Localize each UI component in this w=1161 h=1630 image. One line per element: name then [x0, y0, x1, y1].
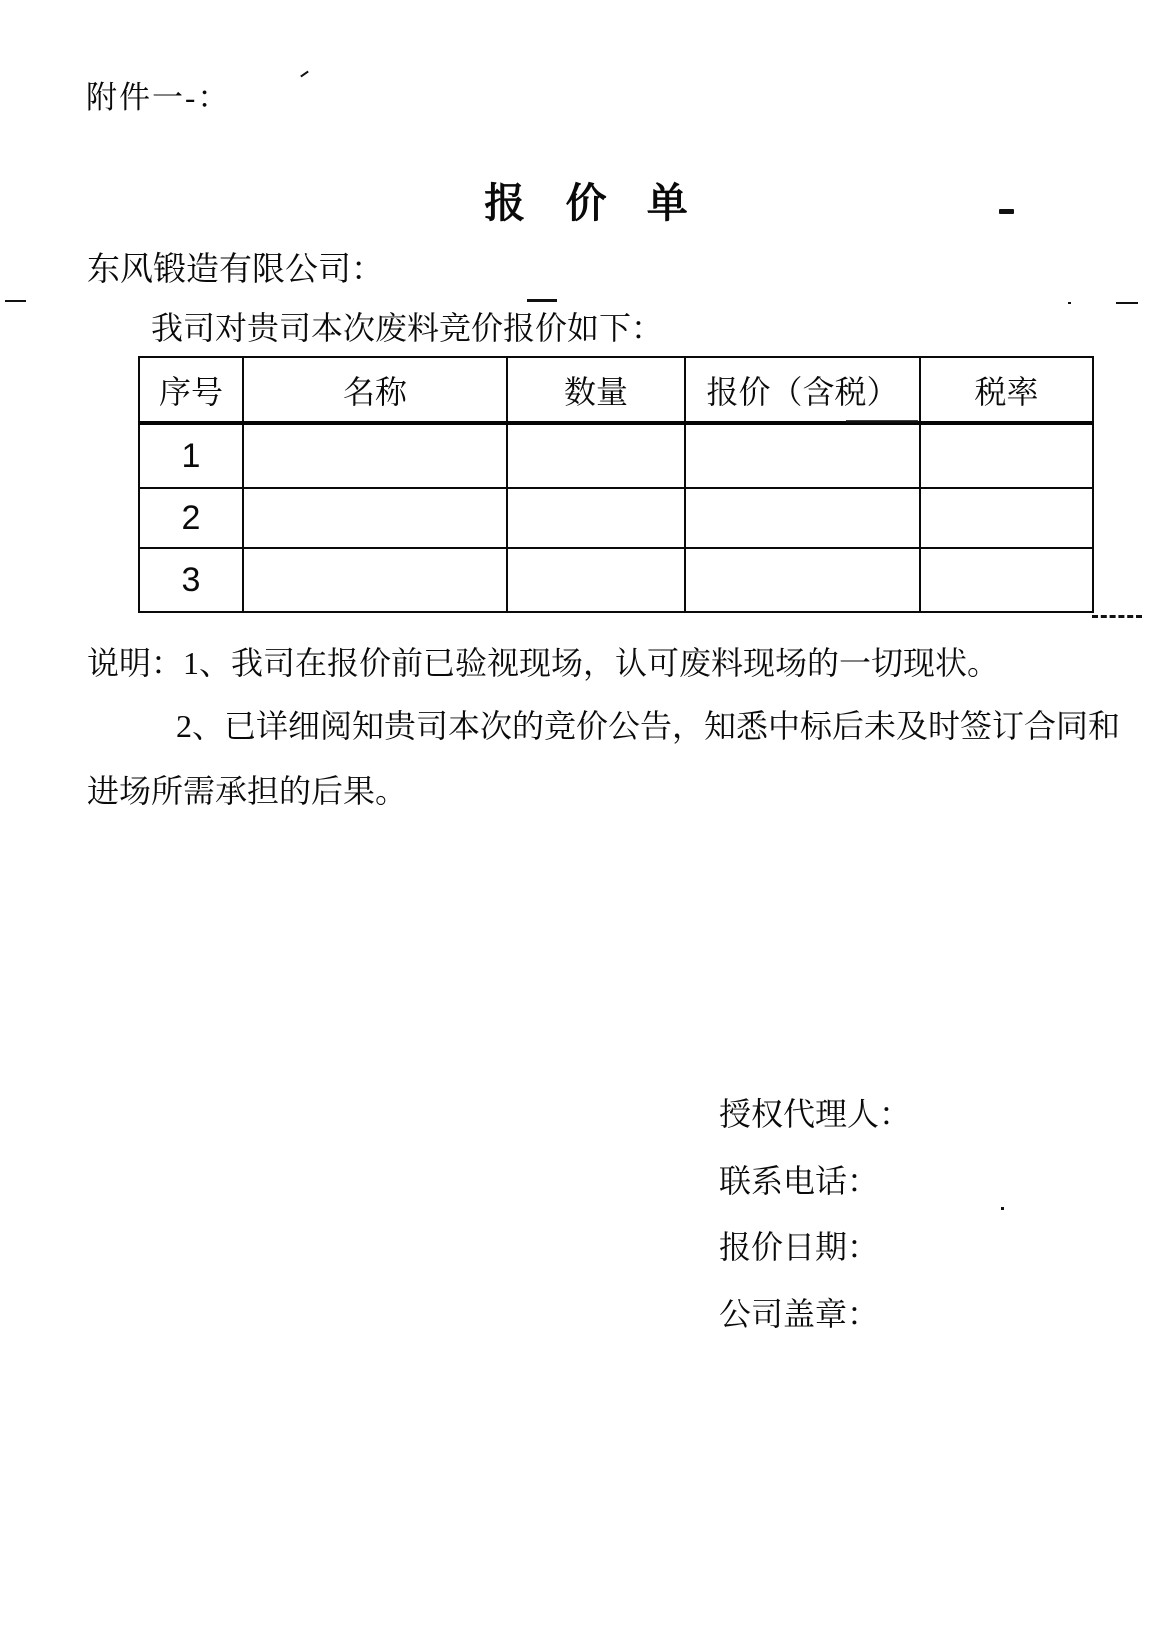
quote-date-label: 报价日期：	[719, 1229, 880, 1265]
scan-border-smudge	[846, 420, 918, 423]
table-row	[139, 423, 1093, 488]
row-number-cell: 3	[139, 548, 243, 612]
row-number-cell: 2	[139, 488, 243, 548]
scan-speck	[1068, 302, 1071, 304]
scan-overline-artifact	[527, 299, 557, 302]
contact-phone-label: 联系电话：	[719, 1163, 880, 1199]
scan-border-smudge	[1092, 615, 1142, 618]
row-number-cell: 1	[139, 423, 243, 488]
price-cell	[685, 423, 920, 488]
authorized-agent-label: 授权代理人：	[719, 1096, 912, 1132]
scan-margin-dash	[5, 300, 26, 302]
name-cell	[243, 548, 507, 612]
table-row	[139, 548, 1093, 612]
company-stamp-label: 公司盖章：	[719, 1296, 880, 1332]
col-header-name: 名称	[243, 357, 507, 423]
quotation-table	[138, 356, 1094, 613]
tax-rate-cell	[920, 548, 1093, 612]
col-header-price-incl-tax: 报价（含税）	[685, 357, 920, 423]
scan-speck	[1001, 1207, 1004, 1210]
note-line-1: 说明：1、我司在报价前已验视现场，认可废料现场的一切现状。	[87, 645, 1000, 681]
table-row	[139, 488, 1093, 548]
tax-rate-cell	[920, 488, 1093, 548]
price-cell	[685, 488, 920, 548]
table-header-row	[139, 357, 1093, 423]
quantity-cell	[507, 423, 685, 488]
quantity-cell	[507, 488, 685, 548]
intro-line: 我司对贵司本次废料竞价报价如下：	[151, 310, 664, 346]
page-title: 报 价 单	[484, 180, 695, 226]
name-cell	[243, 488, 507, 548]
scan-dash-mark	[1116, 302, 1138, 304]
col-header-quantity: 数量	[507, 357, 685, 423]
name-cell	[243, 423, 507, 488]
col-header-tax-rate: 税率	[920, 357, 1093, 423]
price-cell	[685, 548, 920, 612]
scan-speck	[300, 71, 309, 78]
note-line-2: 2、已详细阅知贵司本次的竞价公告，知悉中标后未及时签订合同和	[176, 708, 1121, 744]
scan-dash-mark	[999, 209, 1014, 214]
note-line-3: 进场所需承担的后果。	[87, 773, 408, 809]
quantity-cell	[507, 548, 685, 612]
tax-rate-cell	[920, 423, 1093, 488]
attachment-label: 附件一-：	[86, 80, 231, 115]
salutation-company-name: 东风锻造有限公司：	[87, 252, 384, 288]
col-header-serial-no: 序号	[139, 357, 243, 423]
